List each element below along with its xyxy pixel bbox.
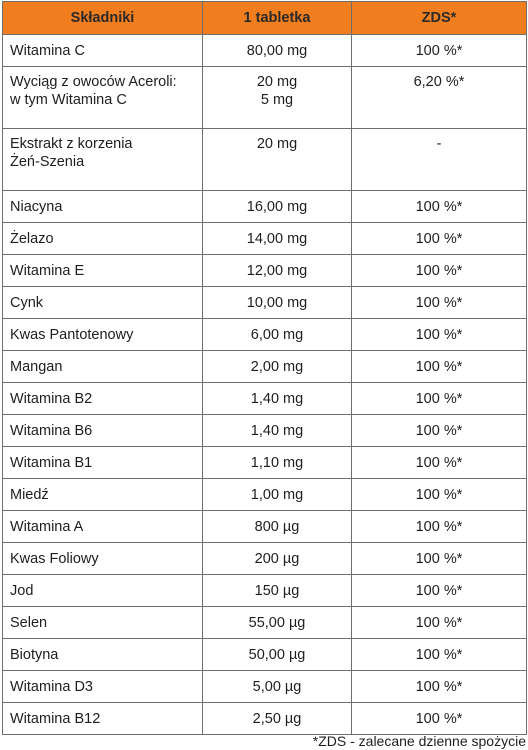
ingredient-amount bbox=[203, 383, 352, 415]
ingredient-name-line: Witamina C bbox=[10, 42, 85, 59]
ingredient-amount bbox=[203, 287, 352, 319]
ingredient-name-line: Żeń-Szenia bbox=[10, 154, 85, 170]
table-row bbox=[3, 287, 527, 319]
ingredient-name-line: Miedź bbox=[10, 486, 49, 503]
ingredient-amount bbox=[203, 543, 352, 575]
ingredient-amount bbox=[203, 671, 352, 703]
ingredient-name-line: Niacyna bbox=[10, 198, 63, 215]
table-row bbox=[3, 383, 527, 415]
ingredient-name-line: Witamina B12 bbox=[10, 710, 101, 727]
table-row bbox=[3, 129, 527, 191]
ingredient-amount-line: 6,00 mg bbox=[250, 326, 304, 343]
table-header-row bbox=[3, 2, 527, 35]
ingredient-name-line: Jod bbox=[10, 582, 34, 599]
ingredient-name bbox=[3, 191, 203, 223]
ingredient-name bbox=[3, 671, 203, 703]
table-row bbox=[3, 67, 527, 129]
table-row bbox=[3, 479, 527, 511]
ingredient-rda: 100 %* bbox=[352, 511, 527, 543]
table-row bbox=[3, 607, 527, 639]
ingredient-amount bbox=[203, 447, 352, 479]
ingredient-amount bbox=[203, 575, 352, 607]
ingredient-name-line: Witamina E bbox=[10, 262, 85, 279]
ingredient-amount-line: 200 µg bbox=[254, 550, 300, 567]
ingredient-name-line: Ekstrakt z korzenia bbox=[10, 136, 133, 152]
ingredient-name bbox=[3, 511, 203, 543]
ingredient-name bbox=[3, 67, 203, 129]
ingredient-name-line: Biotyna bbox=[10, 646, 59, 663]
ingredient-rda: 100 %* bbox=[352, 479, 527, 511]
ingredient-rda: 100 %* bbox=[352, 415, 527, 447]
table-row bbox=[3, 255, 527, 287]
ingredient-name bbox=[3, 447, 203, 479]
ingredient-amount-line: 5 mg bbox=[260, 92, 294, 108]
ingredient-rda: 100 %* bbox=[352, 255, 527, 287]
ingredient-amount-line: 2,50 µg bbox=[252, 710, 302, 727]
ingredient-name bbox=[3, 223, 203, 255]
ingredient-amount bbox=[203, 703, 352, 735]
ingredient-name bbox=[3, 415, 203, 447]
ingredient-name-line: Witamina D3 bbox=[10, 678, 93, 695]
ingredient-amount-line: 800 µg bbox=[254, 518, 300, 535]
header-ingredients: Składniki bbox=[3, 2, 203, 35]
ingredient-amount-line: 5,00 µg bbox=[252, 678, 302, 695]
table-row bbox=[3, 415, 527, 447]
table-row bbox=[3, 191, 527, 223]
table-row bbox=[3, 543, 527, 575]
ingredient-name-line: Selen bbox=[10, 614, 48, 631]
ingredient-name bbox=[3, 319, 203, 351]
ingredient-name-line: w tym Witamina C bbox=[10, 92, 127, 108]
ingredient-rda: 100 %* bbox=[352, 671, 527, 703]
ingredient-amount-line: 2,00 mg bbox=[250, 358, 304, 375]
ingredient-name-line: Kwas Foliowy bbox=[10, 550, 99, 567]
ingredient-rda: 100 %* bbox=[352, 351, 527, 383]
table-row bbox=[3, 671, 527, 703]
ingredient-amount bbox=[203, 255, 352, 287]
ingredient-amount-line: 20 mg bbox=[256, 136, 298, 152]
table-row bbox=[3, 639, 527, 671]
ingredient-amount-line: 1,40 mg bbox=[250, 422, 304, 439]
ingredient-rda: 6,20 %* bbox=[352, 67, 527, 129]
ingredient-name bbox=[3, 35, 203, 67]
ingredient-name bbox=[3, 607, 203, 639]
table-row bbox=[3, 223, 527, 255]
ingredient-name-line: Cynk bbox=[10, 294, 44, 311]
ingredient-name-line: Żelazo bbox=[10, 230, 54, 247]
ingredient-name-line: Witamina B2 bbox=[10, 390, 93, 407]
ingredient-rda: 100 %* bbox=[352, 287, 527, 319]
ingredient-name bbox=[3, 479, 203, 511]
ingredient-name bbox=[3, 129, 203, 191]
ingredient-name bbox=[3, 639, 203, 671]
ingredient-rda: 100 %* bbox=[352, 191, 527, 223]
ingredient-name bbox=[3, 255, 203, 287]
ingredient-name bbox=[3, 575, 203, 607]
ingredient-rda: 100 %* bbox=[352, 319, 527, 351]
ingredient-amount bbox=[203, 129, 352, 191]
ingredient-name bbox=[3, 351, 203, 383]
ingredient-amount bbox=[203, 223, 352, 255]
table-row bbox=[3, 351, 527, 383]
rda-footnote: *ZDS - zalecane dzienne spożycie bbox=[312, 733, 526, 749]
table-row bbox=[3, 511, 527, 543]
ingredient-amount-line: 50,00 µg bbox=[248, 646, 306, 663]
ingredient-amount bbox=[203, 415, 352, 447]
ingredient-name-line: Witamina B6 bbox=[10, 422, 93, 439]
ingredient-name-line: Witamina B1 bbox=[10, 454, 93, 471]
ingredient-name-line: Wyciąg z owoców Aceroli: bbox=[10, 74, 177, 90]
ingredient-amount-line: 80,00 mg bbox=[246, 42, 308, 59]
ingredient-amount-line: 1,00 mg bbox=[250, 486, 304, 503]
table-row bbox=[3, 703, 527, 735]
ingredient-name-line: Witamina A bbox=[10, 518, 84, 535]
table-row bbox=[3, 35, 527, 67]
ingredient-amount bbox=[203, 639, 352, 671]
ingredient-amount-line: 12,00 mg bbox=[246, 262, 308, 279]
ingredient-rda: 100 %* bbox=[352, 447, 527, 479]
ingredient-amount bbox=[203, 67, 352, 129]
ingredient-rda: 100 %* bbox=[352, 575, 527, 607]
ingredient-rda: 100 %* bbox=[352, 703, 527, 735]
ingredient-amount-line: 150 µg bbox=[254, 582, 300, 599]
table-row bbox=[3, 319, 527, 351]
ingredient-name-line: Mangan bbox=[10, 358, 63, 375]
ingredient-amount bbox=[203, 607, 352, 639]
ingredient-amount bbox=[203, 35, 352, 67]
table-row bbox=[3, 575, 527, 607]
ingredient-rda: 100 %* bbox=[352, 639, 527, 671]
ingredient-name bbox=[3, 383, 203, 415]
ingredient-rda: 100 %* bbox=[352, 223, 527, 255]
ingredients-table bbox=[2, 1, 527, 735]
ingredient-amount bbox=[203, 479, 352, 511]
ingredient-amount-line: 1,40 mg bbox=[250, 390, 304, 407]
ingredient-name bbox=[3, 703, 203, 735]
ingredient-rda: 100 %* bbox=[352, 607, 527, 639]
ingredient-rda: 100 %* bbox=[352, 383, 527, 415]
ingredient-name bbox=[3, 287, 203, 319]
ingredient-rda: - bbox=[352, 129, 527, 191]
ingredient-amount-line: 20 mg bbox=[256, 74, 298, 90]
ingredient-rda: 100 %* bbox=[352, 543, 527, 575]
ingredient-amount-line: 1,10 mg bbox=[250, 454, 304, 471]
ingredient-amount-line: 14,00 mg bbox=[246, 230, 308, 247]
ingredient-amount bbox=[203, 511, 352, 543]
ingredient-amount bbox=[203, 191, 352, 223]
ingredient-rda: 100 %* bbox=[352, 35, 527, 67]
ingredient-amount bbox=[203, 351, 352, 383]
ingredient-amount-line: 55,00 µg bbox=[248, 614, 306, 631]
header-rda: ZDS* bbox=[352, 2, 527, 35]
ingredient-amount-line: 10,00 mg bbox=[246, 294, 308, 311]
header-per-tablet: 1 tabletka bbox=[203, 2, 352, 35]
ingredient-name bbox=[3, 543, 203, 575]
ingredient-amount-line: 16,00 mg bbox=[246, 198, 308, 215]
ingredient-amount bbox=[203, 319, 352, 351]
ingredient-name-line: Kwas Pantotenowy bbox=[10, 326, 134, 343]
table-row bbox=[3, 447, 527, 479]
